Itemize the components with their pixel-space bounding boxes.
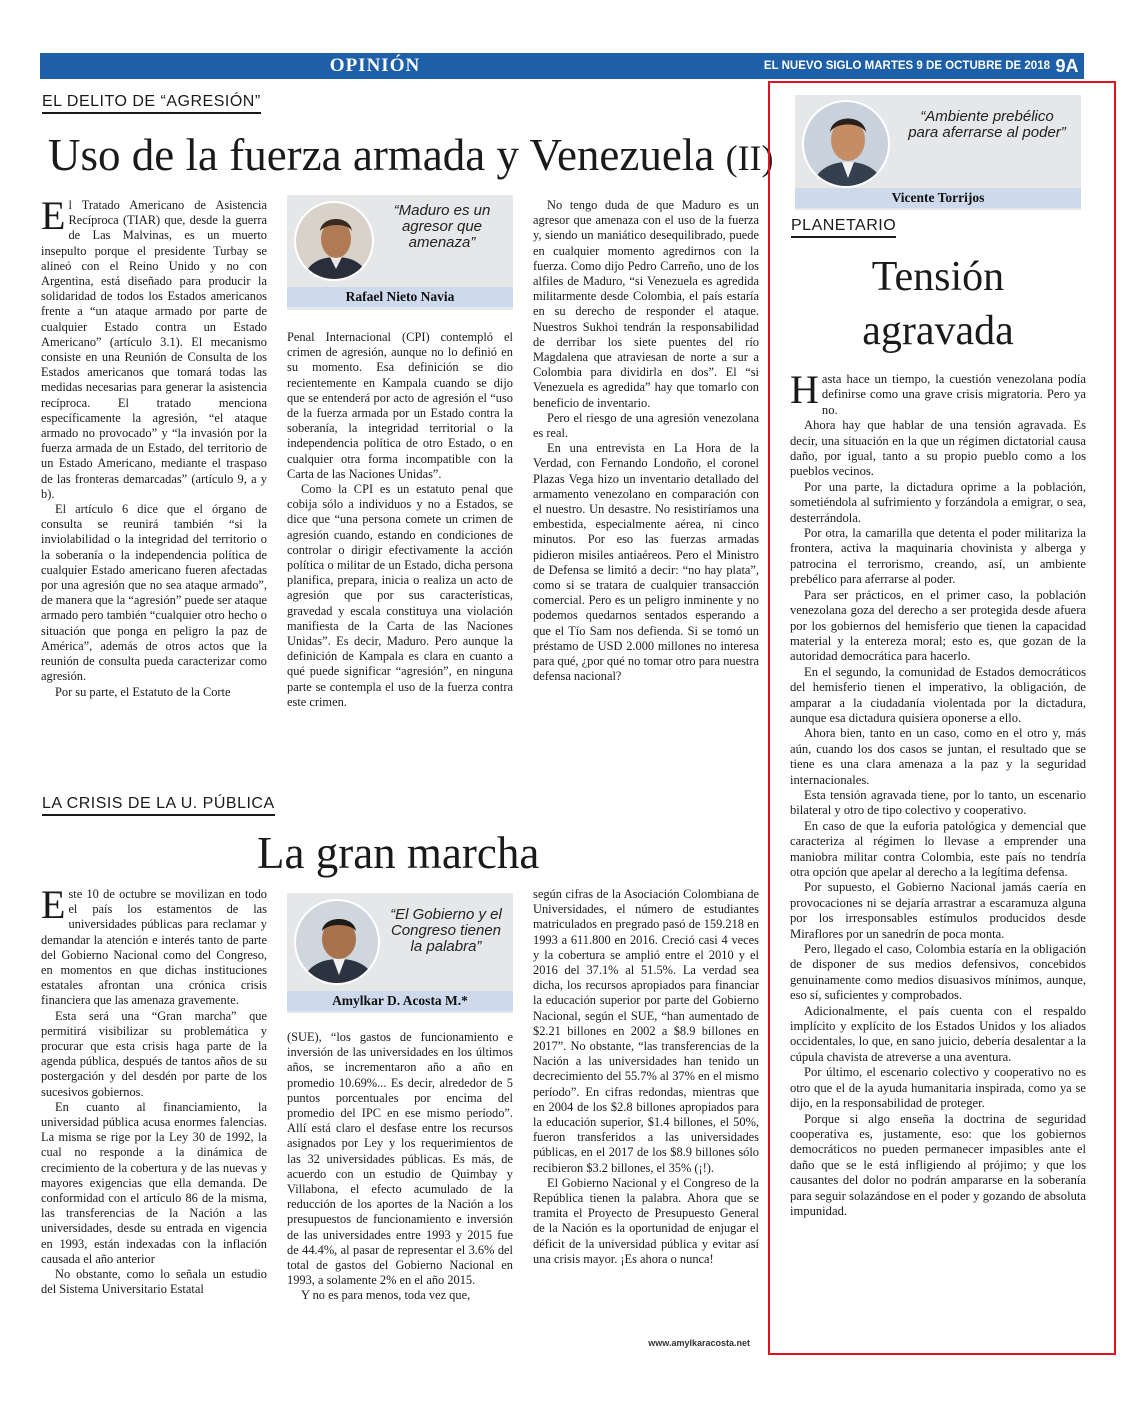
author-name: Amylkar D. Acosta M.*	[287, 991, 513, 1011]
paragraph: Pero el riesgo de una agresión venezolana es real.	[533, 410, 759, 441]
pull-quote: “Maduro es un agresor que amenaza”	[393, 202, 491, 251]
paragraph: No obstante, como lo señala un estudio del Sistema Universitario Estatal	[41, 1267, 267, 1297]
paragraph: Penal Internacional (CPI) contempló el crimen de agresión, aunque no lo definió en su momento. Esa definición se dio recientemente en Kampala cuando se dijo que se entenderá por acto de agresión el “uso de la fuerza armada por un Estado contra la soberanía, la integridad territorial o la independencia política de otro Estado, o en cualquier otra forma incompatible con la Carta de las Naciones Unidas”.	[287, 330, 513, 481]
paragraph: Pero, llegado el caso, Colombia estaría en la obligación de disponer de sus medios defensivos, concebidos genuinamente como medios disuasivos mínimos, aunque, eso sí, suficientes y comprobados.	[790, 942, 1086, 1003]
dropcap: E	[41, 198, 66, 238]
pull-quote-box	[795, 95, 1081, 210]
section-title: OPINIÓN	[329, 55, 421, 76]
article2-kicker: LA CRISIS DE LA U. PÚBLICA	[42, 795, 275, 816]
paragraph: En una entrevista en La Hora de la Verdad, con Fernando Londoño, el coronel Plazas Vega hizo un inventario detallado del armamento venezolano en comparación con el nuestro. Un desastre. No resistiríamos una embestida, especialmente aérea, ni cinco minutos. Por eso las fuerzas armadas pidieron misiles antiaéreos. Pero el Ministro de Defensa se limitó a decir: “no hay plata”, como si se tratara de cualquier transacción comercial. Pero es un peligro inminente y no podemos quedarnos sentados esperando a que el Tío Sam nos defienda. Si se tomó un préstamo de USD 2.000 millones no interesa para qué, ¿por qué no tomar otro para nuestra defensa nacional?	[533, 441, 759, 684]
article3-column	[790, 372, 1086, 1347]
paragraph: En cuanto al financiamiento, la universidad pública acusa enormes falencias. La misma se rige por la Ley 30 de 1992, la cual no responde a la dinámica de crecimiento de la cobertura y de las nuevas y mayores exigencias que ella demanda. De conformidad con el artículo 86 de la misma, las transferencias de la Nación a las universidades, desde su entrada en vigencia en 1993, están indexadas con la inflación causada el año anterior	[41, 1099, 267, 1266]
paragraph: asta hace un tiempo, la cuestión venezolana podía definirse como una grave crisis migratoria. Pero ya no.	[821, 372, 1086, 417]
article2-column-2	[287, 1030, 513, 1345]
page-number: 9A	[1055, 56, 1079, 76]
paragraph: Esta tensión agravada tiene, por lo tanto, un escenario bilateral y otro de tipo colectivo y cooperativo.	[790, 787, 1086, 818]
paragraph: El Gobierno Nacional y el Congreso de la República tienen la palabra. Ahora que se tramita el Proyecto de Presupuesto General de la Nación es la oportunidad de enjugar el déficit de la universidad pública y evitar así una crisis mayor. ¡Es ahora o nunca!	[533, 1175, 759, 1266]
paragraph: Para ser prácticos, en el primer caso, la población venezolana goza del derecho a ser protegida desde afuera por los gobiernos del hemisferio que tienen la capacidad material y la entereza moral; esto es, que gozan de la autoridad democrática para hacerlo.	[790, 587, 1086, 664]
article1-kicker: EL DELITO DE “AGRESIÓN”	[42, 93, 261, 114]
article3-title	[790, 250, 1086, 358]
pull-quote-box	[287, 195, 513, 310]
article2-column-3	[533, 887, 759, 1335]
pull-quote: “Ambiente prebélico para aferrarse al poder”	[908, 108, 1066, 141]
paragraph: Por su parte, el Estatuto de la Corte	[55, 684, 231, 699]
article2-title: La gran marcha	[257, 828, 540, 878]
article1-title-suffix: (II)	[725, 138, 774, 178]
dropcap: E	[41, 887, 66, 927]
article1-column-3	[533, 198, 759, 758]
author-name: Rafael Nieto Navia	[287, 287, 513, 307]
paragraph: En el segundo, la comunidad de Estados democráticos del hemisferio tienen el imperativo, la obligación, de amparar a la ciudadanía violentada por la dictadura, aunque esa dictadura quisiera oponerse a ello.	[790, 664, 1086, 725]
pull-quote-box	[287, 893, 513, 1013]
portrait-icon	[296, 901, 380, 985]
masthead-date: EL NUEVO SIGLO MARTES 9 DE OCTUBRE DE 2018	[763, 60, 1050, 72]
article3-kicker: PLANETARIO	[791, 217, 896, 238]
paragraph: (SUE), “los gastos de funcionamiento e inversión de las universidades en los últimos años, se incrementaron año a año en promedio 10.69%... Es decir, alrededor de 5 puntos porcentuales por encima del promedio del IPC en ese mismo período”. Allí está claro el desfase entre los recursos asignados por Ley y los requerimientos de las 32 universidades públicas. Es más, de acuerdo con un estudio de Quimbay y Villabona, el efecto acumulado de la reducción de los aportes de la Nación a los presupuestos de funcionamiento e inversión de las universidades entre 1993 y 2015 fue de 44.4%, al pasar de representar el 3.6% del total de gastos del Gobierno Nacional en 1993, a solamente 2% en el año 2015.	[287, 1030, 513, 1288]
paragraph: Por supuesto, el Gobierno Nacional jamás caería en provocaciones ni se dejaría arrastrar a escaramuza alguna por los irresponsables estímulos producidos desde Miraflores por un sanedrín de poca monta.	[790, 880, 1086, 941]
paragraph: Por otra, la camarilla que detenta el poder militariza la frontera, activa la maquinaria chovinista y alberga y patrocina el terrorismo, creando, así, un ambiente prebélico para aferrarse al poder.	[790, 526, 1086, 587]
article1-headline	[48, 128, 774, 185]
author-photo	[802, 100, 890, 188]
paragraph: Esta será una “Gran marcha” que permitirá visibilizar su problemática y procurar que esta crisis haga parte de la agenda pública, después de tantos años de su postergación y del desdén por parte de los sucesivos gobiernos.	[41, 1008, 267, 1099]
paragraph: Como la CPI es un estatuto penal que cobija sólo a individuos y no a Estados, se dice que “una persona comete un crimen de agresión cuando, estando en condiciones de controlar o dirigir efectivamente la acción política o militar de un Estado, dicha persona planifica, prepara, inicia o realiza un acto de agresión que por sus características, gravedad y escala constituya una violación manifiesta de la Carta de las Naciones Unidas”. Es decir, Maduro. Pero aunque la definición de Kampala es clara en cuanto a qué puede significar “agresión”, en ninguna parte se contempla el uso de la fuerza contra este crimen.	[287, 482, 513, 709]
article3-title-line: agravada	[862, 308, 1014, 354]
paragraph: Por último, el escenario colectivo y cooperativo no es otro que el de la ayuda humanitaria inspirada, como ya se dijo, en la responsabilidad de proteger.	[790, 1065, 1086, 1111]
portrait-icon	[804, 102, 890, 188]
article1-column-2	[287, 330, 513, 760]
paragraph: Porque si algo enseña la doctrina de seguridad cooperativa es, justamente, eso: que los gobiernos democráticos no pueden permanecer impasibles ante el daño que se le está infligiendo al prójimo; y que los causantes del dolor no podrán ampararse en la soberanía para seguir solazándose en el poder y gozando de absoluta impunidad.	[790, 1111, 1086, 1218]
paragraph: Por una parte, la dictadura oprime a la población, sometiéndola al sufrimiento y forzándola a emigrar, o sea, desterrándola.	[790, 479, 1086, 525]
author-photo	[294, 899, 380, 985]
paragraph: Adicionalmente, el país cuenta con el respaldo implícito y explícito de los Estados Unidos y los aliados occidentales, lo que, en sano juicio, debería desalentar a la cúpula chavista de atreverse a una aventura.	[790, 1003, 1086, 1064]
article1-column-1	[41, 198, 267, 758]
author-photo	[294, 201, 374, 281]
article2-column-1	[41, 887, 267, 1345]
dropcap: H	[790, 372, 819, 412]
portrait-icon	[296, 203, 374, 281]
article3-title-line: Tensión	[871, 254, 1005, 300]
author-name: Vicente Torrijos	[795, 188, 1081, 208]
author-website: www.amylkaracosta.net	[648, 1338, 750, 1348]
paragraph: Ahora bien, tanto en un caso, como en el otro y, más aún, cuando los dos casos se juntan, el resultado que se tiene es una clara amenaza a la paz y la seguridad internacionales.	[790, 726, 1086, 787]
paragraph: En caso de que la euforia patológica y demencial que caracteriza al régimen lo llevase a emprender una maniobra militar contra Colombia, este país no tendría otra opción que apelar al derecho a la legítima defensa.	[790, 818, 1086, 879]
pull-quote: “El Gobierno y el Congreso tienen la palabra”	[390, 906, 502, 955]
paragraph: ste 10 de octubre se movilizan en todo el país los estamentos de las universidades públicas para reclamar y demandar la atención e interés tanto de parte del Gobierno Nacional como del Congreso, en momentos en que dichas instituciones estatales afrontan una crónica crisis financiera que las amenaza gravemente.	[41, 887, 267, 1008]
article1-title: Uso de la fuerza armada y Venezuela	[48, 130, 715, 180]
paragraph: Y no es para menos, toda vez que,	[301, 1288, 471, 1303]
paragraph: según cifras de la Asociación Colombiana de Universidades, el número de estudiantes matriculados en pregrado pasó de 159.218 en 1993 a 611.800 en 2016. Creció casi 4 veces y la cobertura se amplió entre el 2010 y el 2016 del 37.1% al 51.5%. La verdad sea dicha, los recursos apropiados para financiar la educación superior por parte del Gobierno Nacional, según el SUE, “han aumentado de $2.21 billones en 2002 a $8.9 billones en 2017”. No obstante, “las transferencias de la Nación a las universidades han tenido un decrecimiento del 55.7% al 37% en el mismo período”. En cifras redondas, mientras que en 2004 de los $2.8 billones apropiados para la educación superior, $1.4 billones, el 50%, fueron transferidos a las universidades públicas, en el 2017 de los $8.9 billones sólo recibieron $3.2 billones, el 35% (¡!).	[533, 887, 759, 1175]
paragraph: l Tratado Americano de Asistencia Recíproca (TIAR) que, desde la guerra de Las Malvinas, es un muerto insepulto porque el presidente Turbay se alineó con el Reino Unido y no con Argentina, está diseñado para producir la solidaridad de todos los Estados americanos frente a “un ataque armado por parte de cualquier Estado contra un Estado Americano” (artículo 3.1). El mecanismo consiste en una Reunión de Consulta de los Estados americanos que tomará todas las medidas necesarias para generar la asistencia recíproca. El tratado menciona específicamente la agresión, “el ataque armado no provocado” y “la invasión por la fuerza armada de un Estado, del territorio de un Estado Americano, mediante el traspaso de las fronteras demarcadas” (artículo 9, a y b).	[41, 198, 267, 501]
paragraph: No tengo duda de que Maduro es un agresor que amenaza con el uso de la fuerza y, siendo un maniático desequilibrado, puede en cualquier momento agredirnos con la fuerza. Como dijo Pedro Carreño, uno de los alfiles de Maduro, “si Venezuela es agredida militarmente desde Colombia, el país estaría en su derecho de responder el ataque. Nuestros Sukhoi tendrán la responsabilidad de derribar los siete puentes del río Magdalena que atraviesan de norte a sur a Colombia para dividirla en dos”. El “si Venezuela es agredida” hay que tomarlo con beneficio de inventario.	[533, 198, 759, 410]
paragraph: Ahora hay que hablar de una tensión agravada. Es decir, una situación en la que un régimen dictatorial causa daño, por igual, tanto a su propio pueblo como a los pueblos vecinos.	[790, 418, 1086, 479]
paragraph: El artículo 6 dice que el órgano de consulta se reunirá también “si la inviolabilidad o la integridad del territorio o la soberanía o la independencia política de cualquier Estado americano fueren afectadas por una agresión que no sea ataque armado”, de manera que la “agresión” puede ser ataque armado pero también “cualquier otro hecho o situación que ponga en peligro la paz de América”, además de otros actos que la reunión de consulta pueda caracterizar como agresión.	[41, 502, 267, 684]
